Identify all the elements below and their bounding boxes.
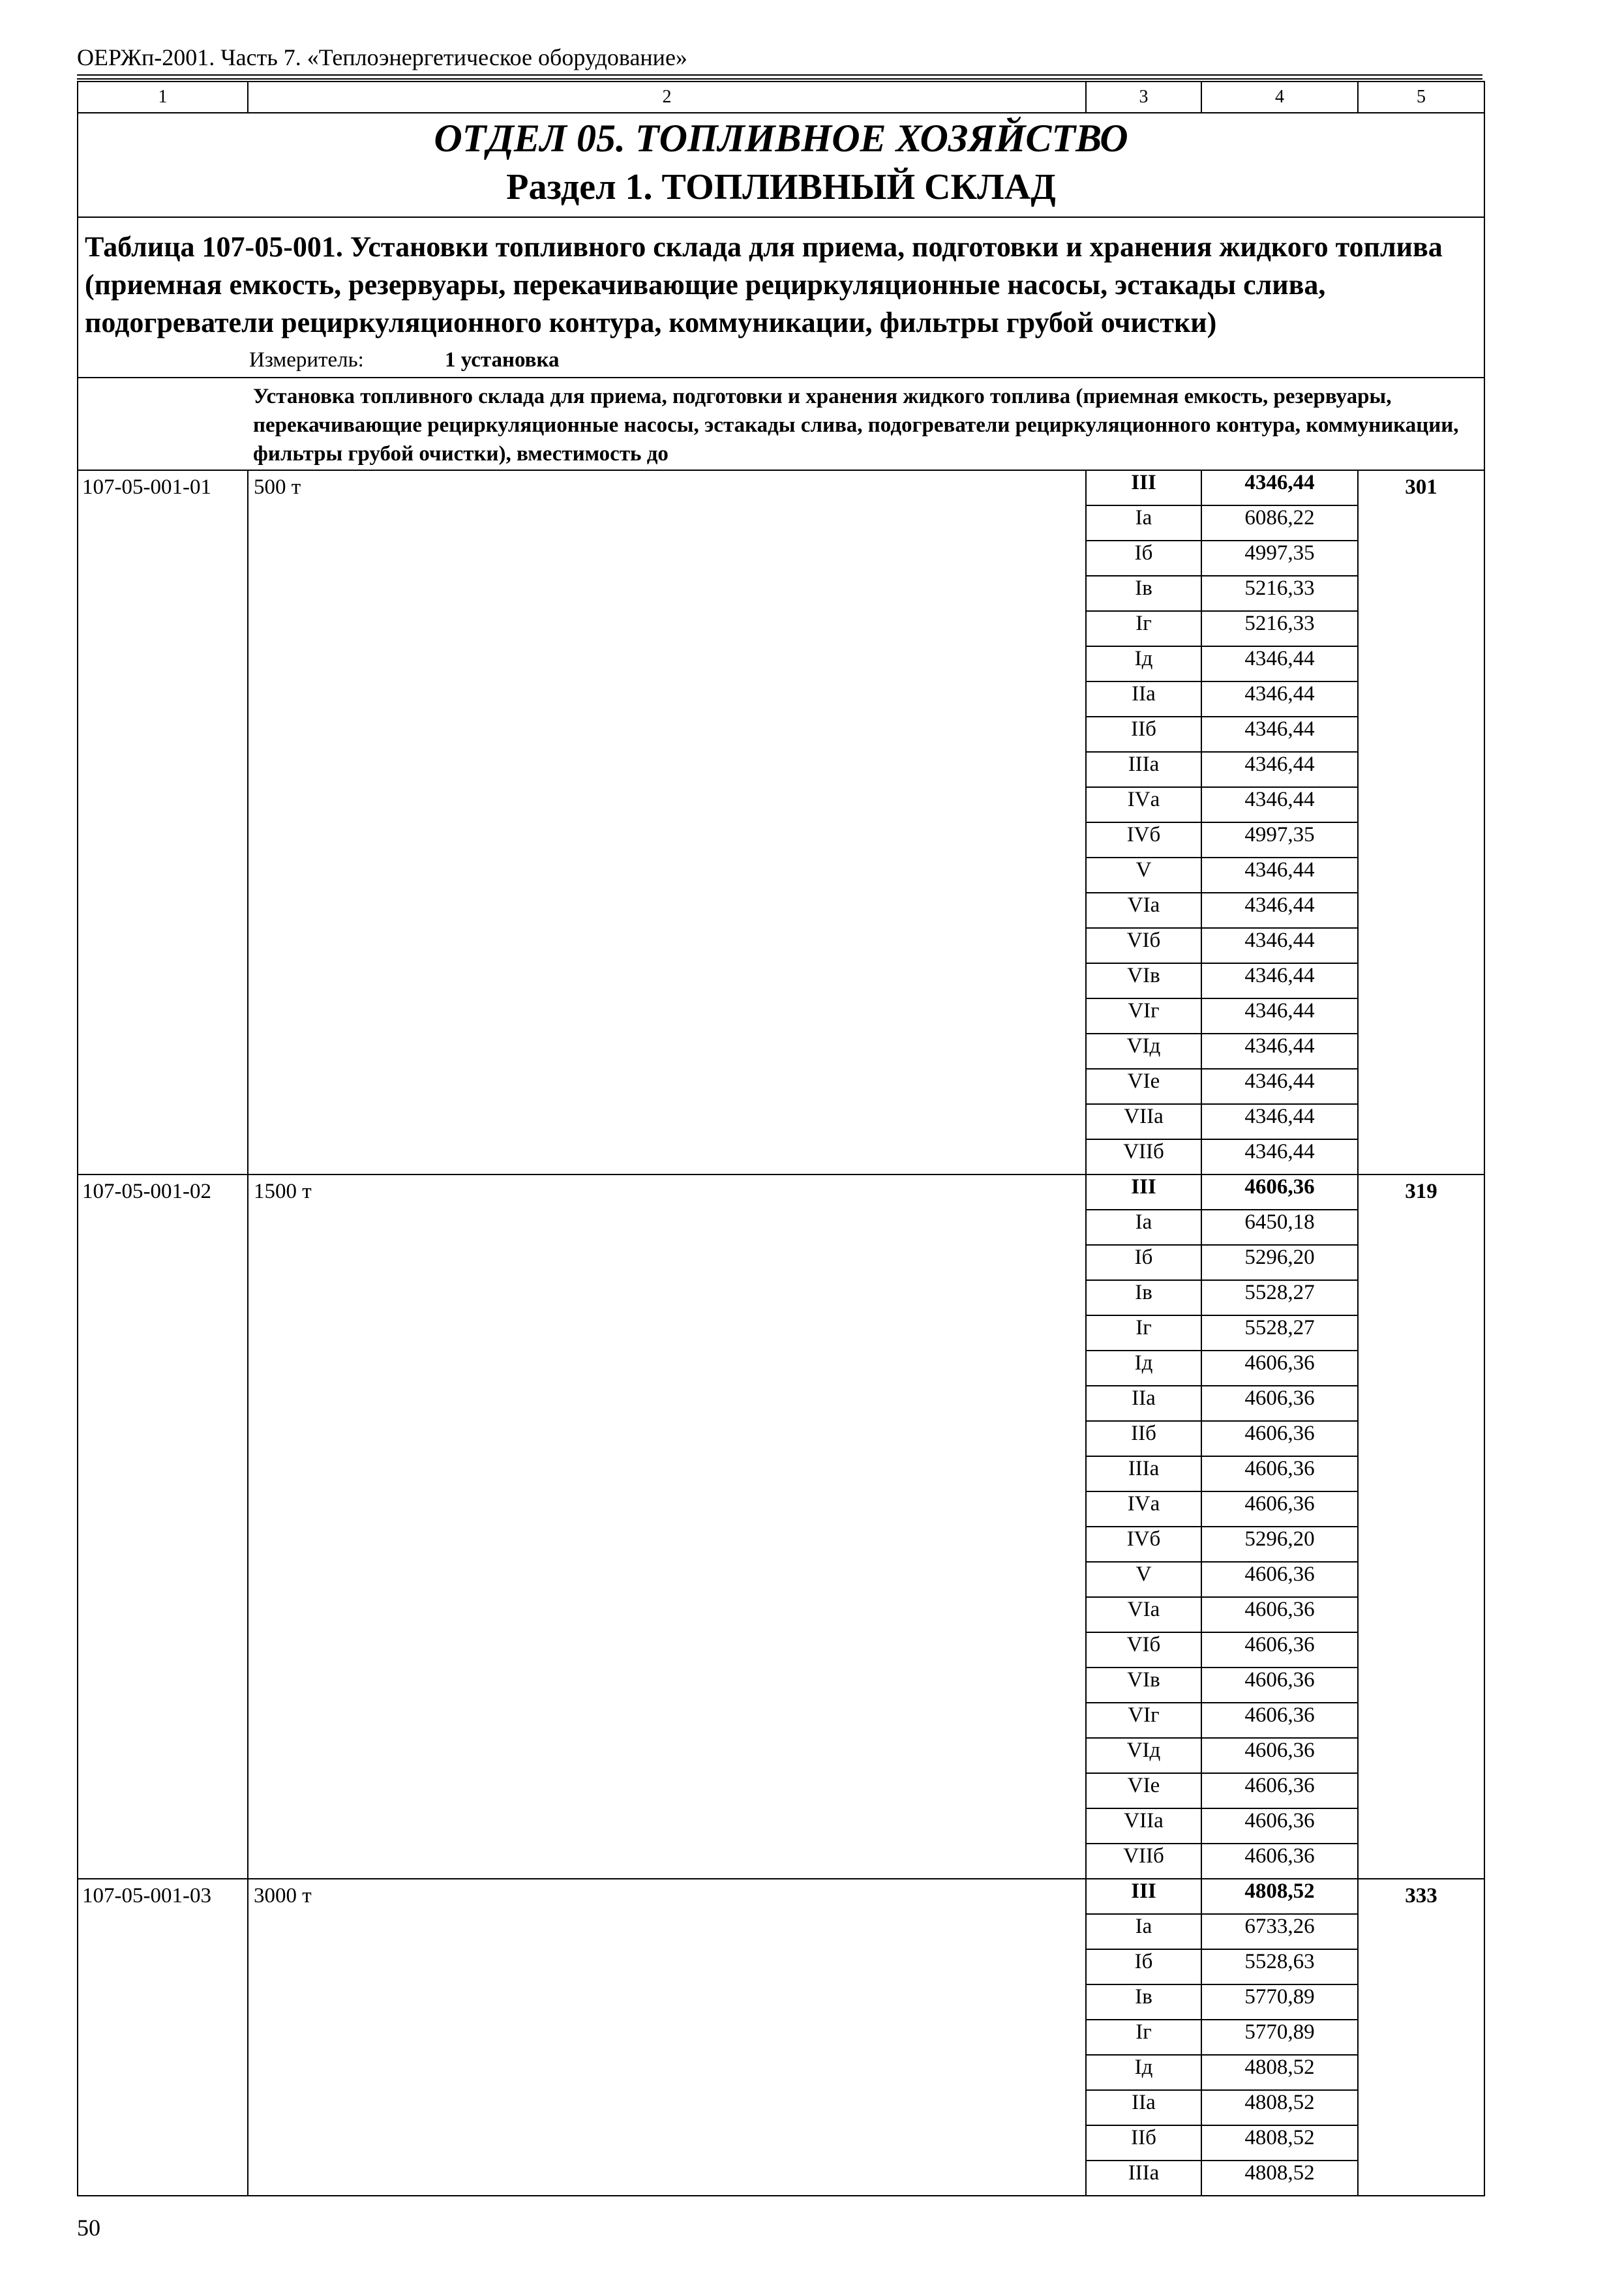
zone-cell: VIIа bbox=[1086, 1104, 1201, 1139]
item-code: 107-05-001-02 bbox=[78, 1174, 248, 1879]
description-cell bbox=[78, 378, 1484, 470]
zone-cell: III bbox=[1086, 1879, 1201, 1914]
zone-cell: VIд bbox=[1086, 1034, 1201, 1069]
price-cell: 4606,36 bbox=[1201, 1456, 1358, 1491]
item-column-5: 333 bbox=[1358, 1879, 1484, 2196]
price-cell: 4346,44 bbox=[1201, 858, 1358, 893]
measure-value: 1 установка bbox=[445, 348, 560, 372]
zone-cell: VIа bbox=[1086, 1597, 1201, 1632]
zone-cell: IVа bbox=[1086, 1491, 1201, 1527]
column-number: 2 bbox=[248, 82, 1086, 113]
zone-cell: Iа bbox=[1086, 1210, 1201, 1245]
column-number: 1 bbox=[78, 82, 248, 113]
page-header: ОЕРЖп-2001. Часть 7. «Теплоэнергетическое оборудование» bbox=[77, 40, 1482, 76]
price-cell: 4606,36 bbox=[1201, 1562, 1358, 1597]
department-title: ОТДЕЛ 05. ТОПЛИВНОЕ ХОЗЯЙСТВО bbox=[434, 117, 1128, 160]
section-title: Раздел 1. ТОПЛИВНЫЙ СКЛАД bbox=[506, 167, 1056, 207]
table-row bbox=[78, 1879, 1484, 1914]
price-cell: 4606,36 bbox=[1201, 1773, 1358, 1808]
price-cell: 5296,20 bbox=[1201, 1245, 1358, 1280]
price-cell: 4346,44 bbox=[1201, 787, 1358, 822]
zone-cell: IIа bbox=[1086, 2090, 1201, 2125]
zone-cell: Iв bbox=[1086, 1280, 1201, 1315]
rates-table-body bbox=[78, 82, 1484, 2196]
zone-cell: VIг bbox=[1086, 998, 1201, 1034]
price-cell: 4997,35 bbox=[1201, 822, 1358, 858]
price-cell: 4606,36 bbox=[1201, 1703, 1358, 1738]
price-cell: 5528,27 bbox=[1201, 1315, 1358, 1351]
column-number: 5 bbox=[1358, 82, 1484, 113]
zone-cell: VIб bbox=[1086, 1632, 1201, 1668]
price-cell: 5770,89 bbox=[1201, 2020, 1358, 2055]
column-numbers-row bbox=[78, 82, 1484, 113]
zone-cell: V bbox=[1086, 858, 1201, 893]
description: Установка топливного склада для приема, подготовки и хранения жидкого топлива (приемная емкость, резервуары, перекачивающие рециркуляционные насосы, эстакады слива, подогреватели рециркуляционного контура, коммуникации, фильтры грубой очистки), вместимость до bbox=[253, 385, 1459, 466]
column-number: 4 bbox=[1201, 82, 1358, 113]
zone-cell: Iг bbox=[1086, 1315, 1201, 1351]
item-code: 107-05-001-01 bbox=[78, 470, 248, 1174]
price-cell: 4606,36 bbox=[1201, 1421, 1358, 1456]
page-number: 50 bbox=[77, 2215, 100, 2241]
item-name: 500 т bbox=[248, 470, 1086, 1174]
zone-cell: VIе bbox=[1086, 1069, 1201, 1104]
zone-cell: Iг bbox=[1086, 611, 1201, 646]
price-cell: 4808,52 bbox=[1201, 2055, 1358, 2090]
price-cell: 4606,36 bbox=[1201, 1174, 1358, 1210]
item-column-5: 319 bbox=[1358, 1174, 1484, 1879]
zone-cell: Iв bbox=[1086, 576, 1201, 611]
price-cell: 4346,44 bbox=[1201, 1069, 1358, 1104]
zone-cell: Iб bbox=[1086, 1949, 1201, 1984]
zone-cell: Iд bbox=[1086, 1351, 1201, 1386]
price-cell: 6450,18 bbox=[1201, 1210, 1358, 1245]
table-title-cell bbox=[78, 217, 1484, 378]
price-cell: 4346,44 bbox=[1201, 752, 1358, 787]
zone-cell: VIа bbox=[1086, 893, 1201, 928]
price-cell: 4346,44 bbox=[1201, 470, 1358, 505]
zone-cell: Iд bbox=[1086, 646, 1201, 681]
item-name: 1500 т bbox=[248, 1174, 1086, 1879]
table-title: Таблица 107-05-001. Установки топливного склада для приема, подготовки и хранения жидкого топлива (приемная емкость, резервуары, перекачивающие рециркуляционные насосы, эстакады слива, подогреватели рециркуляционного контура, коммуникации, фильтры грубой очистки) bbox=[85, 231, 1443, 338]
zone-cell: IIIа bbox=[1086, 2161, 1201, 2196]
price-cell: 4346,44 bbox=[1201, 1139, 1358, 1174]
zone-cell: Iд bbox=[1086, 2055, 1201, 2090]
price-cell: 5216,33 bbox=[1201, 611, 1358, 646]
item-code: 107-05-001-03 bbox=[78, 1879, 248, 2196]
zone-cell: VIIа bbox=[1086, 1808, 1201, 1844]
table-row bbox=[78, 1174, 1484, 1210]
zone-cell: VIг bbox=[1086, 1703, 1201, 1738]
zone-cell: VIIб bbox=[1086, 1844, 1201, 1879]
price-cell: 4606,36 bbox=[1201, 1351, 1358, 1386]
zone-cell: Iа bbox=[1086, 1914, 1201, 1949]
price-cell: 4808,52 bbox=[1201, 2090, 1358, 2125]
zone-cell: IIб bbox=[1086, 2125, 1201, 2161]
zone-cell: VIIб bbox=[1086, 1139, 1201, 1174]
price-cell: 4346,44 bbox=[1201, 928, 1358, 963]
price-cell: 4606,36 bbox=[1201, 1632, 1358, 1668]
zone-cell: IVа bbox=[1086, 787, 1201, 822]
price-cell: 6733,26 bbox=[1201, 1914, 1358, 1949]
measure-label: Измеритель: bbox=[249, 348, 364, 372]
zone-cell: VIе bbox=[1086, 1773, 1201, 1808]
zone-cell: IIIа bbox=[1086, 1456, 1201, 1491]
zone-cell: Iб bbox=[1086, 1245, 1201, 1280]
zone-cell: IIб bbox=[1086, 1421, 1201, 1456]
rates-table bbox=[77, 81, 1485, 2196]
zone-cell: V bbox=[1086, 1562, 1201, 1597]
zone-cell: IIа bbox=[1086, 1386, 1201, 1421]
zone-cell: Iа bbox=[1086, 505, 1201, 541]
column-number: 3 bbox=[1086, 82, 1201, 113]
price-cell: 4346,44 bbox=[1201, 893, 1358, 928]
section-title-row bbox=[78, 113, 1484, 217]
price-cell: 5296,20 bbox=[1201, 1527, 1358, 1562]
price-cell: 4606,36 bbox=[1201, 1597, 1358, 1632]
zone-cell: IIIа bbox=[1086, 752, 1201, 787]
section-title-cell bbox=[78, 113, 1484, 217]
price-cell: 5216,33 bbox=[1201, 576, 1358, 611]
zone-cell: VIв bbox=[1086, 963, 1201, 998]
price-cell: 4606,36 bbox=[1201, 1738, 1358, 1773]
price-cell: 4346,44 bbox=[1201, 1034, 1358, 1069]
table-row bbox=[78, 470, 1484, 505]
price-cell: 4606,36 bbox=[1201, 1668, 1358, 1703]
price-cell: 5528,27 bbox=[1201, 1280, 1358, 1315]
price-cell: 4808,52 bbox=[1201, 1879, 1358, 1914]
price-cell: 4606,36 bbox=[1201, 1386, 1358, 1421]
measure-line bbox=[78, 342, 1484, 377]
zone-cell: Iг bbox=[1086, 2020, 1201, 2055]
price-cell: 4346,44 bbox=[1201, 681, 1358, 717]
zone-cell: VIб bbox=[1086, 928, 1201, 963]
item-name: 3000 т bbox=[248, 1879, 1086, 2196]
price-cell: 4346,44 bbox=[1201, 963, 1358, 998]
price-cell: 5770,89 bbox=[1201, 1984, 1358, 2020]
zone-cell: IVб bbox=[1086, 1527, 1201, 1562]
price-cell: 4346,44 bbox=[1201, 646, 1358, 681]
price-cell: 4808,52 bbox=[1201, 2125, 1358, 2161]
zone-cell: IIа bbox=[1086, 681, 1201, 717]
price-cell: 5528,63 bbox=[1201, 1949, 1358, 1984]
item-column-5: 301 bbox=[1358, 470, 1484, 1174]
price-cell: 4808,52 bbox=[1201, 2161, 1358, 2196]
price-cell: 4346,44 bbox=[1201, 717, 1358, 752]
zone-cell: Iв bbox=[1086, 1984, 1201, 2020]
zone-cell: III bbox=[1086, 470, 1201, 505]
zone-cell: Iб bbox=[1086, 541, 1201, 576]
zone-cell: VIв bbox=[1086, 1668, 1201, 1703]
price-cell: 4606,36 bbox=[1201, 1808, 1358, 1844]
price-cell: 4606,36 bbox=[1201, 1491, 1358, 1527]
price-cell: 4997,35 bbox=[1201, 541, 1358, 576]
price-cell: 4346,44 bbox=[1201, 998, 1358, 1034]
price-cell: 4606,36 bbox=[1201, 1844, 1358, 1879]
price-cell: 6086,22 bbox=[1201, 505, 1358, 541]
zone-cell: III bbox=[1086, 1174, 1201, 1210]
description-row bbox=[78, 378, 1484, 470]
zone-cell: IVб bbox=[1086, 822, 1201, 858]
table-title-row bbox=[78, 217, 1484, 378]
price-cell: 4346,44 bbox=[1201, 1104, 1358, 1139]
zone-cell: VIд bbox=[1086, 1738, 1201, 1773]
zone-cell: IIб bbox=[1086, 717, 1201, 752]
